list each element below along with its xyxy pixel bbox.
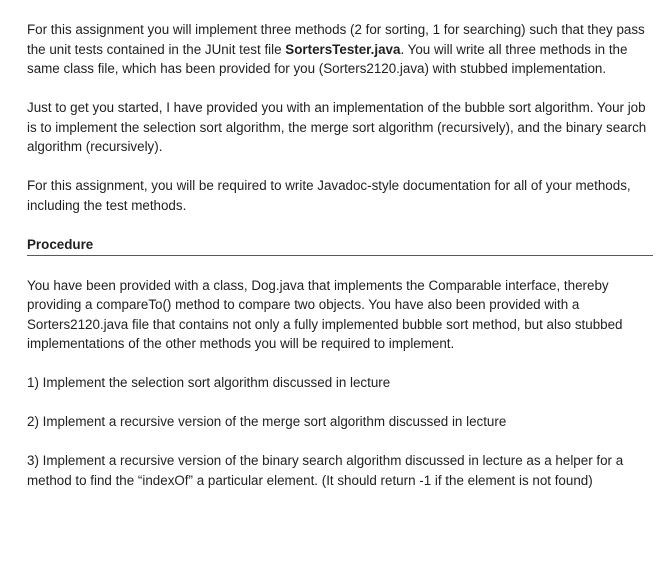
procedure-heading: Procedure — [27, 236, 94, 252]
procedure-intro-paragraph: You have been provided with a class, Dog.java that implements the Comparable interface, thereby providing a compareTo() method to compare two objects. You have also been provided with a Sorters2120.java file that contains not only a fully implemented bubble sort method, but also stubbed implementations of the other methods you will be required to implement. — [27, 277, 623, 351]
junit-test-file-name: SortersTester.java — [285, 41, 401, 57]
procedure-step-1: 1) Implement the selection sort algorithm discussed in lecture — [27, 375, 391, 390]
intro-paragraph-1 — [27, 20, 647, 79]
procedure-heading-rule — [27, 235, 653, 257]
procedure-step-2: 2) Implement a recursive version of the merge sort algorithm discussed in lecture — [27, 414, 507, 429]
procedure-step-3: 3) Implement a recursive version of the binary search algorithm discussed in lecture as a helper for a method to find the “indexOf” a particular element. (It should return -1 if the element is not found) — [27, 453, 624, 488]
intro-text-part-2: . You will write all three methods in the same class file, which has been provided for you (Sorters2120.java) with stubbed implementation. — [27, 41, 628, 76]
intro-paragraph-3: For this assignment, you will be required to write Javadoc-style documentation for all of your methods, including the test methods. — [27, 178, 631, 213]
intro-text-part-1: For this assignment you will implement three methods (2 for sorting, 1 for searching) such that they pass the unit tests contained in the JUnit test file — [27, 22, 645, 57]
intro-paragraph-2: Just to get you started, I have provided you with an implementation of the bubble sort algorithm. Your job is to implement the selection sort algorithm, the merge sort algorithm (recursively), and the binary search algorithm (recursively). — [27, 100, 647, 154]
